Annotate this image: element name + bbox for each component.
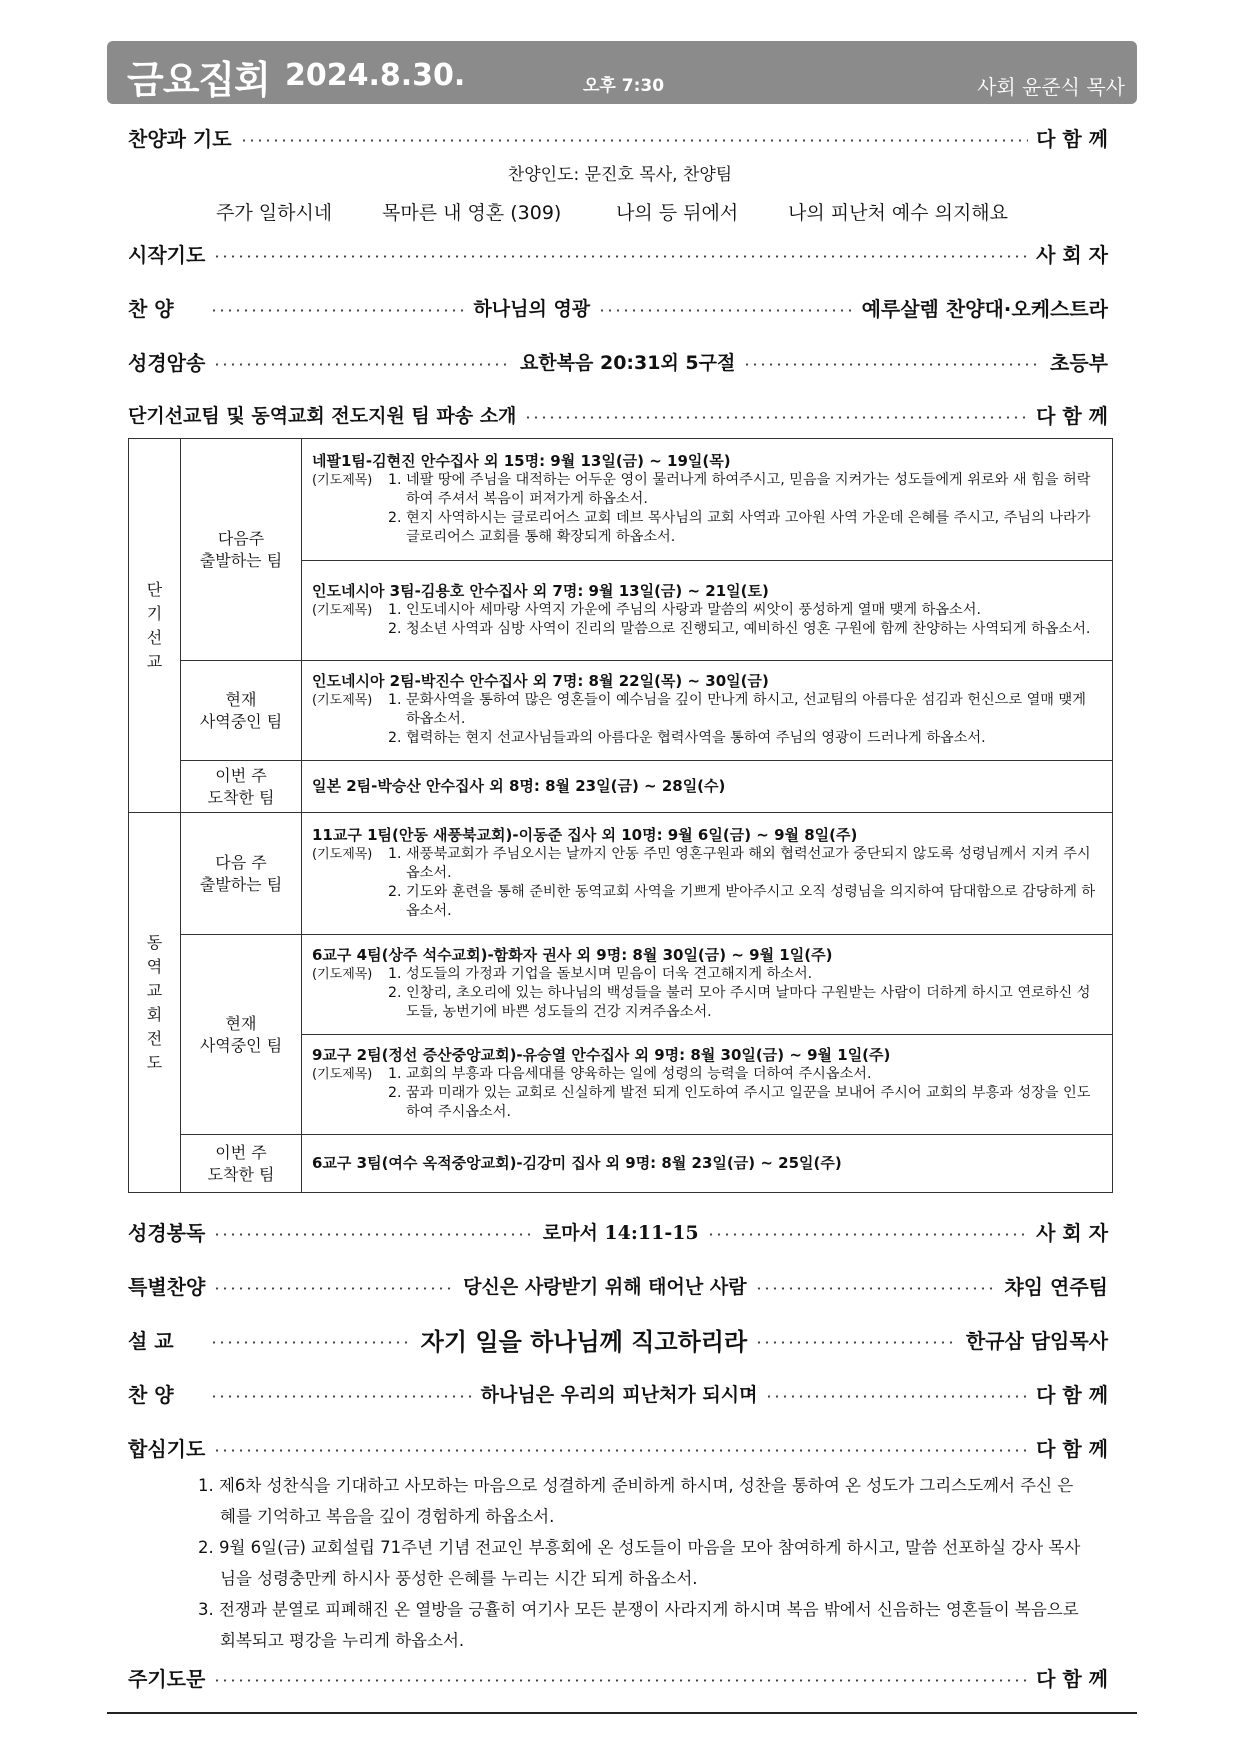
- order-lords-prayer: [128, 1660, 1108, 1694]
- leader-dots: [213, 1233, 534, 1236]
- prayer-item: 1. 교회의 부흥과 다음세대를 양육하는 일에 성령의 능력을 더하여 주시옵소서.: [388, 1066, 872, 1082]
- prayer-tag: (기도제목): [312, 846, 373, 862]
- header-banner: [107, 41, 1137, 104]
- group-partner-church: 동 역 교 회 전 도: [129, 813, 181, 1193]
- prayer-item: 3. 전쟁과 분열로 피폐해진 온 열방을 긍휼히 여기사 모든 분쟁이 사라지게 하시며 복음 밖에서 신음하는 영혼들이 복음으로 회복되고 평강을 누리게 하옵소서.: [198, 1600, 1079, 1650]
- bottom-rule: [107, 1712, 1137, 1714]
- status-current: 현재 사역중인 팀: [181, 661, 302, 761]
- leader-dots: [240, 139, 1029, 142]
- order-right: 다 함 께: [1036, 1382, 1109, 1407]
- prayer-item: 2. 9월 6일(금) 교회설립 71주년 기념 전교인 부흥회에 온 성도들이 마음을 모아 참여하게 하시고, 말씀 선포하실 강사 목사님을 성령충만케 하시사 풍성한 은혜를 누리는 시간 되게 하옵소서.: [198, 1538, 1081, 1588]
- leader-dots: [755, 1287, 997, 1290]
- prayer-item: 2. 협력하는 현지 선교사님들과의 아름다운 협력사역을 통하여 주님의 영광이 드러나게 하옵소서.: [388, 730, 986, 746]
- leader-dots: [765, 1395, 1028, 1398]
- team-cell: [302, 1135, 1113, 1193]
- team-title: 인도네시아 3팀-김용호 안수집사 외 7명: 9월 13일(금) ~ 21일(토): [312, 581, 769, 600]
- prayer-tag: (기도제목): [312, 967, 373, 982]
- prayer-tag: (기도제목): [312, 602, 373, 618]
- service-title: 금요집회: [127, 58, 270, 102]
- leader-dots: [213, 1679, 1028, 1682]
- prayer-item: 1. 제6차 성찬식을 기대하고 사모하는 마음으로 성결하게 준비하게 하시며, 성찬을 통하여 온 성도가 그리스도께서 주신 은혜를 기억하고 복음을 깊이 경험하게 하옵소서.: [198, 1476, 1074, 1526]
- team-title: 인도네시아 2팀-박진수 안수집사 외 7명: 8월 22일(목) ~ 30일(금): [312, 672, 769, 690]
- leader-dots: [210, 1341, 413, 1344]
- song-item: 나의 피난처 예수 의지해요: [788, 202, 1009, 224]
- team-title: 11교구 1팀(안동 새풍북교회)-이동준 집사 외 10명: 9월 6일(금) ~ 9월 8일(주): [312, 825, 858, 844]
- order-right: 챠임 연주팀: [1004, 1274, 1108, 1299]
- leader-dots: [213, 1449, 1028, 1452]
- leader-dots: [210, 1395, 473, 1398]
- group-short-term: 단 기 선 교: [129, 439, 181, 813]
- team-title: 9교구 2팀(정선 증산중앙교회)-유승열 안수집사 외 9명: 8월 30일(금) ~ 9월 1일(주): [312, 1046, 891, 1064]
- team-cell: [302, 661, 1113, 761]
- leader-dots: [524, 416, 1028, 419]
- order-label: 찬 양: [128, 1382, 174, 1407]
- song-list: [0, 198, 1240, 226]
- order-right: 다 함 께: [1036, 1666, 1108, 1691]
- team-cell: [302, 813, 1113, 935]
- order-label: 찬 양: [128, 296, 174, 321]
- song-item: 목마른 내 영혼 (309): [382, 202, 562, 224]
- leader-dots: [755, 1341, 958, 1344]
- prayer-item: 1. 인도네시아 세마랑 사역지 가운에 주님의 사랑과 말씀의 씨앗이 풍성하게 열매 맺게 하옵소서.: [388, 601, 981, 618]
- order-mission-intro: [128, 397, 1108, 431]
- leader-dots: [707, 1233, 1028, 1236]
- song-item: 나의 등 뒤에서: [616, 202, 739, 224]
- prayer-tag: (기도제목): [312, 1067, 373, 1082]
- service-leader: 사회 윤준식 목사: [977, 75, 1125, 99]
- order-right: 다 함 께: [1036, 126, 1108, 151]
- team-cell: [302, 1035, 1113, 1135]
- team-cell: [302, 761, 1113, 813]
- order-unison-prayer: [128, 1430, 1108, 1464]
- team-title: 네팔1팀-김현진 안수집사 외 15명: 9월 13일(금) ~ 19일(목): [312, 451, 731, 470]
- song-item: 주가 일하시네: [216, 202, 333, 224]
- team-cell: [302, 561, 1113, 661]
- order-right: 다 함 께: [1036, 403, 1108, 428]
- status-arrived: 이번 주 도착한 팀: [181, 761, 302, 813]
- order-label: 합심기도: [128, 1436, 206, 1461]
- order-right: 사 회 자: [1036, 1220, 1109, 1245]
- team-title: 일본 2팀-박승산 안수집사 외 8명: 8월 23일(금) ~ 28일(수): [312, 776, 726, 795]
- leader-dots: [743, 363, 1042, 366]
- prayer-item: 2. 청소년 사역과 심방 사역이 진리의 말씀으로 진행되고, 예비하신 영혼 구원에 함께 찬양하는 사역되게 하옵소서.: [388, 620, 1091, 637]
- team-cell: [302, 935, 1113, 1035]
- order-special-praise: [128, 1268, 1108, 1302]
- prayer-item: 1. 문화사역을 통하여 많은 영혼들이 예수님을 깊이 만나게 하시고, 선교팀의 아름다운 섬김과 헌신으로 열매 맺게 하옵소서.: [388, 692, 1086, 727]
- prayer-item: 2. 꿈과 미래가 있는 교회로 신실하게 발전 되게 인도하여 주시고 일꾼을 보내어 주시어 교회의 부흥과 성장을 인도 하여 주시옵소서.: [388, 1085, 1091, 1120]
- order-opening-prayer: [128, 236, 1108, 270]
- status-current: 현재 사역중인 팀: [181, 935, 302, 1135]
- prayer-tag: (기도제목): [312, 472, 373, 488]
- status-next: 다음 주 출발하는 팀: [181, 813, 302, 935]
- prayer-tag: (기도제목): [312, 693, 373, 708]
- unison-prayer-list: [198, 1470, 1088, 1656]
- order-label: 설 교: [128, 1328, 174, 1353]
- praise-leader-note: 찬양인도: 문진호 목사, 찬양팀: [507, 165, 733, 185]
- prayer-item: 2. 기도와 훈련을 통해 준비한 동역교회 사역을 기쁘게 받아주시고 오직 성령님을 의지하여 담대함으로 감당하게 하옵소서.: [388, 883, 1096, 919]
- order-label: 성경봉독: [128, 1220, 206, 1245]
- order-reading: [128, 1214, 1108, 1248]
- order-label: 주기도문: [128, 1666, 206, 1691]
- mission-team-table: [128, 438, 1113, 1193]
- status-next: 다음주 출발하는 팀: [181, 439, 302, 661]
- order-middle: 요한복음 20:31외 5구절: [519, 351, 736, 374]
- leader-dots: [210, 309, 465, 312]
- leader-dots: [598, 309, 853, 312]
- leader-dots: [213, 1287, 455, 1290]
- order-right: 사 회 자: [1036, 242, 1108, 267]
- order-sermon: [128, 1322, 1108, 1356]
- team-cell: [302, 439, 1113, 561]
- team-title: 6교구 4팀(상주 석수교회)-함화자 권사 외 9명: 8월 30일(금) ~ 9월 1일(주): [312, 946, 833, 964]
- order-label: 단기선교팀 및 동역교회 전도지원 팀 파송 소개: [128, 404, 517, 427]
- order-middle: 자기 일을 하나님께 직고하리라: [420, 1326, 748, 1356]
- order-label: 찬양과 기도: [128, 126, 232, 151]
- order-label: 성경암송: [128, 350, 206, 375]
- order-label: 특별찬양: [128, 1274, 206, 1299]
- prayer-item: 1. 성도들의 가정과 기업을 돌보시며 믿음이 더욱 견고해지게 하소서.: [388, 966, 813, 982]
- order-right: 다 함 께: [1036, 1436, 1108, 1461]
- order-middle: 로마서 14:11-15: [542, 1221, 699, 1244]
- order-right: 초등부: [1050, 350, 1109, 375]
- prayer-item: 2. 현지 사역하시는 글로리어스 교회 데브 목사님의 교회 사역과 고아원 사역 가운데 은혜를 주시고, 주님의 나라가 글로리어스 교회를 통해 확장되게 하옵소서.: [388, 509, 1091, 545]
- order-praise-prayer: [128, 120, 1108, 154]
- order-praise: [128, 290, 1108, 324]
- service-time: 오후 7:30: [583, 76, 665, 96]
- order-middle: 당신은 사랑받기 위해 태어난 사람: [463, 1275, 747, 1298]
- order-recitation: [128, 344, 1108, 378]
- order-middle: 하나님은 우리의 피난처가 되시며: [480, 1383, 758, 1406]
- service-date: 2024.8.30.: [285, 58, 466, 93]
- prayer-item: 2. 인창리, 초오리에 있는 하나님의 백성들을 불러 모아 주시며 날마다 구원받는 사람이 더하게 하시고 연로하신 성도들, 농번기에 바쁜 성도들의 건강 지켜주옵소서.: [388, 985, 1091, 1020]
- leader-dots: [213, 255, 1028, 258]
- order-praise-2: [128, 1376, 1108, 1410]
- order-label: 시작기도: [128, 242, 206, 267]
- status-arrived: 이번 주 도착한 팀: [181, 1135, 302, 1193]
- prayer-item: 1. 네팔 땅에 주님을 대적하는 어두운 영이 물러나게 하여주시고, 믿음을 지켜가는 성도들에게 위로와 새 힘을 허락하여 주셔서 복음이 퍼져가게 하옵소서.: [388, 471, 1091, 507]
- prayer-item: 1. 새풍북교회가 주님오시는 날까지 안동 주민 영혼구원과 해외 협력선교가 중단되지 않도록 성령님께서 지켜 주시옵소서.: [388, 845, 1091, 881]
- team-title: 6교구 3팀(여수 옥적중앙교회)-김강미 집사 외 9명: 8월 23일(금) ~ 25일(주): [312, 1153, 842, 1172]
- order-right: 한규삼 담임목사: [965, 1328, 1109, 1353]
- order-right: 예루살렘 찬양대·오케스트라: [861, 296, 1108, 321]
- leader-dots: [213, 363, 512, 366]
- order-middle: 하나님의 영광: [473, 297, 591, 320]
